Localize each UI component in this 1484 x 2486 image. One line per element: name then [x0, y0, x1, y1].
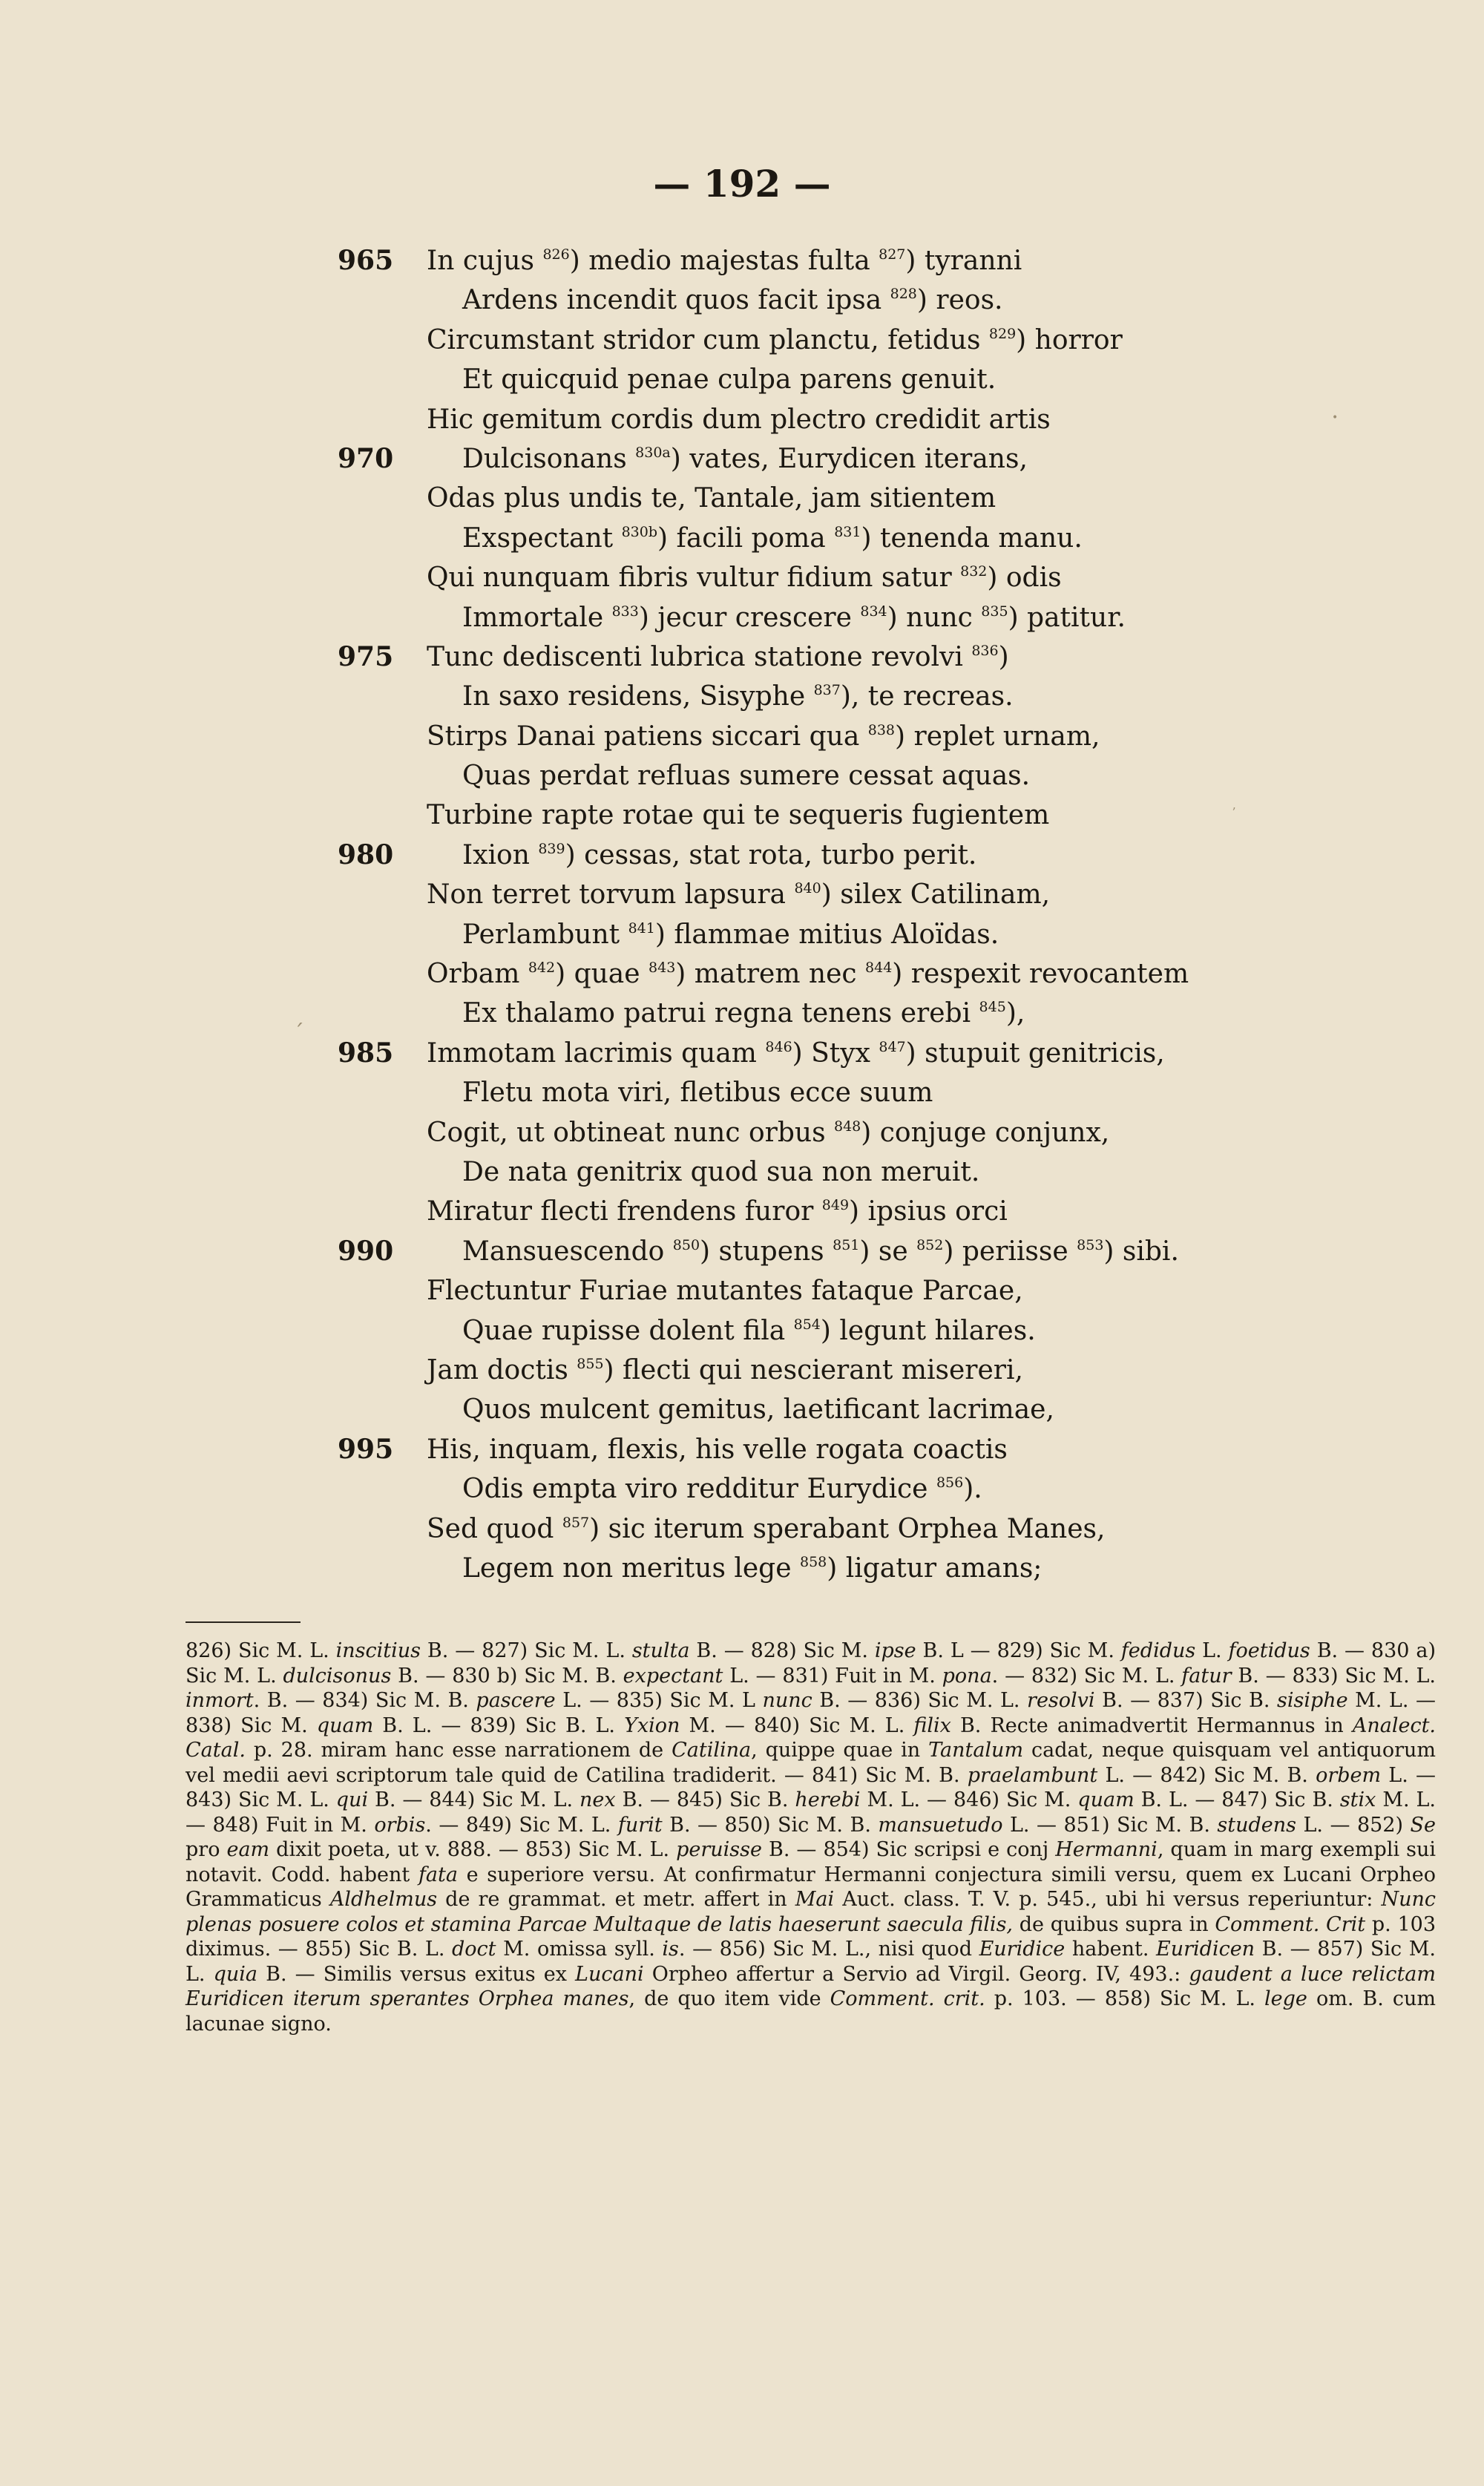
- footnote-italic: Hermanni: [1055, 1838, 1158, 1861]
- footnote-segment: p. 103 diximus. — 855) Sic B. L.: [186, 1912, 1436, 1961]
- footnote-segment: M. L. — 848) Fuit in M.: [186, 1788, 1436, 1837]
- verse-segment: Ixion: [462, 839, 539, 870]
- verse-segment: Odas plus undis te, Tantale, jam sitientem: [427, 483, 997, 514]
- verse-segment: ) silex Catilinam,: [821, 879, 1051, 911]
- footnote-reference: 833: [611, 603, 639, 620]
- footnote-reference: 855: [577, 1355, 604, 1372]
- footnote-italic: fatur: [1181, 1664, 1232, 1688]
- footnote-segment: pro: [186, 1838, 227, 1861]
- footnote-separator: [186, 1621, 301, 1623]
- verse-segment: Exspectant: [462, 522, 622, 554]
- verse-segment: Quas perdat refluas sumere cessat aquas.: [462, 761, 1031, 792]
- footnote-segment: B. Recte animadvertit Hermannus in: [951, 1713, 1353, 1737]
- verse-number: 975: [338, 640, 394, 672]
- footnote-italic: nex: [580, 1788, 616, 1811]
- footnote-reference: 832: [960, 563, 988, 580]
- verse-line: [338, 756, 1391, 796]
- footnote-segment: L. — 831) Fuit in M.: [723, 1664, 942, 1688]
- verse-line: [338, 1073, 1391, 1112]
- verse-segment: Circumstant stridor cum planctu, fetidus: [427, 324, 989, 355]
- page-number: — 192 —: [653, 162, 831, 206]
- footnote-italic: eam: [226, 1838, 270, 1861]
- footnote-reference: 830a: [635, 444, 671, 461]
- verse-segment: Non terret torvum lapsura: [427, 879, 795, 911]
- footnote-italic: doct: [452, 1938, 496, 1961]
- footnote-italic: quam: [1077, 1788, 1135, 1811]
- verse-segment: His, inquam, flexis, his velle rogata coactis: [427, 1434, 1008, 1465]
- footnote-italic: inmort: [186, 1689, 254, 1712]
- footnote-segment: . — 849) Sic M. L.: [425, 1813, 618, 1837]
- verse-line: [338, 241, 1391, 281]
- verse-text: [462, 1474, 982, 1504]
- footnote-italic: Comment. Crit: [1215, 1912, 1366, 1936]
- verse-segment: Turbine rapte rotae qui te sequeris fugientem: [427, 800, 1050, 831]
- verse-segment: Miratur flecti frendens furor: [427, 1196, 822, 1227]
- verse-segment: ) tenenda manu.: [861, 522, 1083, 554]
- verse-line: [338, 1509, 1391, 1549]
- verse-segment: ), te recreas.: [840, 681, 1014, 712]
- footnote-segment: L. — 842) Sic M. B.: [1097, 1763, 1316, 1787]
- footnotes: [186, 1639, 1436, 2036]
- verse-text: [462, 998, 1025, 1029]
- verse-segment: Mansuescendo: [462, 1236, 673, 1267]
- verse-segment: ) reos.: [916, 285, 1003, 316]
- footnote-segment: p. 28. miram hanc esse narrationem de: [245, 1739, 672, 1762]
- footnote-segment: . — 832) Sic M. L.: [991, 1664, 1182, 1688]
- verse-line: [338, 439, 1391, 479]
- footnote-italic: fedidus: [1120, 1639, 1196, 1662]
- footnote-italic: expectant: [623, 1664, 723, 1688]
- verse-segment: ) sic iterum sperabant Orphea Manes,: [589, 1513, 1106, 1544]
- verse-segment: ) cessas, stat rota, turbo perit.: [565, 839, 977, 870]
- footnote-italic: Aldhelmus: [329, 1888, 438, 1911]
- verse-line: [338, 1271, 1391, 1311]
- footnote-segment: , de quo item vide: [628, 1987, 830, 2010]
- verse-line: [338, 1192, 1391, 1231]
- verse-segment: Qui nunquam fibris vultur fidium satur: [427, 563, 961, 594]
- footnote-segment: L. — 852): [1296, 1813, 1411, 1837]
- verse-text: [462, 681, 1014, 712]
- verse-segment: Cogit, ut obtineat nunc orbus: [427, 1117, 834, 1148]
- footnote-italic: nunc: [762, 1689, 812, 1712]
- pencil-mark: ʼ: [1232, 805, 1236, 819]
- verse-segment: ) ipsius orci: [849, 1196, 1008, 1227]
- verse-segment: Flectuntur Furiae mutantes fataque Parcae,: [427, 1276, 1023, 1307]
- verse-number: 990: [338, 1235, 394, 1267]
- verse-segment: ) legunt hilares.: [820, 1315, 1036, 1346]
- footnote-reference: 851: [833, 1236, 860, 1253]
- footnote-segment: B. L — 829) Sic M.: [916, 1639, 1121, 1662]
- verse-segment: ) odis: [987, 563, 1062, 594]
- footnote-italic: is: [662, 1938, 679, 1961]
- footnote-segment: L. — 851) Sic M. B.: [1002, 1813, 1218, 1837]
- footnote-italic: Analect. Catal.: [186, 1713, 1436, 1762]
- verse-line: [338, 1113, 1391, 1152]
- footnote-segment: 826) Sic M. L.: [186, 1639, 336, 1662]
- footnote-italic: orbem: [1316, 1763, 1382, 1787]
- verse-text: [427, 246, 1022, 276]
- footnote-italic: stulta: [631, 1639, 690, 1662]
- verse-segment: Sed quod: [427, 1513, 562, 1544]
- footnote-segment: B. — 857) Sic M. L.: [186, 1938, 1437, 1986]
- verse-segment: ) vates, Eurydicen iterans,: [670, 443, 1028, 474]
- footnote-segment: M. — 840) Sic M. L.: [680, 1713, 914, 1737]
- footnote-segment: L. — 843) Sic M. L.: [186, 1763, 1436, 1811]
- footnote-reference: 837: [813, 682, 841, 699]
- verse-text: [427, 800, 1049, 830]
- footnote-segment: Auct. class. T. V. p. 545., ubi hi versus reperiuntur:: [834, 1888, 1382, 1911]
- verse-segment: Immortale: [462, 602, 612, 633]
- verse-segment: ) replet urnam,: [895, 721, 1100, 752]
- footnote-reference: 844: [865, 960, 893, 977]
- verse-segment: Immotam lacrimis quam: [427, 1037, 766, 1069]
- verse-segment: ) matrem nec: [675, 959, 866, 990]
- verse-segment: ) patitur.: [1008, 602, 1126, 633]
- verse-line: [338, 1351, 1391, 1390]
- footnote-reference: 850: [672, 1236, 700, 1253]
- footnote-reference: 839: [538, 840, 565, 857]
- footnote-italic: Se: [1410, 1813, 1436, 1837]
- footnote-reference: 842: [528, 960, 556, 977]
- footnote-italic: pona: [942, 1664, 992, 1688]
- footnote-italic: Yxion: [624, 1713, 680, 1737]
- verse-text: [427, 483, 996, 514]
- footnote-segment: B. — 830 b) Sic M. B.: [391, 1664, 623, 1688]
- verse-text: [462, 444, 1028, 474]
- footnote-segment: B. — 830 a) Sic M. L.: [186, 1639, 1436, 1688]
- verse-segment: Hic gemitum cordis dum plectro credidit artis: [427, 404, 1051, 435]
- verse-text: [427, 1276, 1023, 1306]
- footnote-italic: qui: [335, 1788, 369, 1811]
- verse-line: [338, 1232, 1391, 1271]
- verse-text: [462, 1078, 933, 1108]
- footnote-segment: B. — 844) Sic M. L.: [368, 1788, 580, 1811]
- verse-line: [338, 400, 1391, 439]
- verse-segment: ) facili poma: [657, 522, 835, 554]
- verse-segment: Dulcisonans: [462, 443, 636, 474]
- verse-text: [427, 563, 1062, 593]
- verse-segment: ).: [963, 1474, 982, 1505]
- footnote-italic: herebi: [795, 1788, 861, 1811]
- footnote-italic: studens: [1217, 1813, 1296, 1837]
- verse-segment: De nata genitrix quod sua non meruit.: [462, 1156, 980, 1187]
- footnote-reference: 858: [799, 1553, 827, 1570]
- footnote-segment: B. — 836) Sic M. L.: [812, 1689, 1028, 1712]
- footnote-italic: sisiphe: [1276, 1689, 1348, 1712]
- footnote-segment: B. — 850) Sic M. B.: [662, 1813, 879, 1837]
- verse-segment: ) conjuge conjunx,: [861, 1117, 1110, 1148]
- verse-segment: ) periisse: [943, 1236, 1077, 1267]
- footnote-italic: praelambunt: [967, 1763, 1098, 1787]
- verse-segment: ) nunc: [887, 602, 982, 633]
- footnote-reference: 848: [833, 1118, 861, 1135]
- footnote-segment: M. L. — 846) Sic M.: [860, 1788, 1078, 1811]
- footnote-reference: 841: [628, 919, 655, 937]
- verse-segment: ) medio majestas fulta: [569, 246, 879, 276]
- verse-line: [338, 360, 1391, 399]
- verse-line: [338, 1469, 1391, 1509]
- verse-segment: ) tyranni: [905, 246, 1022, 276]
- verse-line: [338, 994, 1391, 1033]
- verse-segment: ) se: [859, 1236, 917, 1267]
- footnote-italic: stix: [1339, 1788, 1376, 1811]
- verse-segment: Quae rupisse dolent fila: [462, 1315, 794, 1346]
- verse-segment: Tunc dediscenti lubrica statione revolvi: [427, 641, 972, 672]
- footnote-reference: 831: [834, 523, 861, 540]
- footnote-italic: orbis: [374, 1813, 426, 1837]
- footnote-italic: Nunc plenas posuere colos et stamina Parcae Multaque de latis haeserunt saecula filis,: [186, 1888, 1436, 1936]
- verse-segment: In saxo residens, Sisyphe: [462, 681, 814, 712]
- verse-text: [427, 642, 1009, 672]
- footnote-segment: . B. — 834) Sic M. B.: [253, 1689, 476, 1712]
- verse-text: [462, 364, 996, 395]
- verse-segment: Odis empta viro redditur Eurydice: [462, 1474, 936, 1505]
- verse-line: [338, 1034, 1391, 1073]
- verse-line: [338, 558, 1391, 597]
- verse-segment: Legem non meritus lege: [462, 1552, 800, 1584]
- footnote-italic: fata: [418, 1863, 458, 1886]
- footnote-italic: Comment. crit.: [830, 1987, 985, 2010]
- verse-text: [427, 1355, 1023, 1385]
- verse-number: 980: [338, 839, 394, 870]
- verse-line: [338, 875, 1391, 914]
- footnote-segment: om. B. cum lacunae signo.: [186, 1987, 1437, 2036]
- verse-number: 985: [338, 1037, 394, 1069]
- verse-number: 965: [338, 245, 394, 276]
- verse-line: [338, 915, 1391, 954]
- footnote-italic: furit: [617, 1813, 663, 1837]
- verse-text: [427, 1038, 1165, 1069]
- verse-text: [462, 1553, 1042, 1584]
- footnote-italic: dulcisonus: [283, 1664, 392, 1688]
- footnote-reference: 846: [765, 1038, 792, 1055]
- footnote-italic: inscitius: [335, 1639, 421, 1662]
- footnote-segment: B. L. — 839) Sic B. L.: [373, 1713, 625, 1737]
- footnote-segment: , quippe quae in: [751, 1739, 929, 1762]
- verse-line: [338, 281, 1391, 320]
- verse-line: [338, 1152, 1391, 1192]
- verse-text: [427, 1514, 1105, 1544]
- verse-segment: ) Styx: [792, 1037, 879, 1069]
- verse-line: [338, 1549, 1391, 1588]
- footnote-segment: B. L. — 847) Sic B.: [1134, 1788, 1340, 1811]
- footnote-reference: 849: [821, 1197, 850, 1214]
- verse-text: [427, 959, 1189, 989]
- verse-segment: ) ligatur amans;: [827, 1552, 1043, 1584]
- footnote-segment: B. — 833) Sic M. L.: [1231, 1664, 1437, 1688]
- verse-line: [338, 836, 1391, 875]
- verse-segment: In cujus: [427, 246, 543, 276]
- footnote-reference: 853: [1077, 1236, 1104, 1253]
- footnote-segment: L.: [1195, 1639, 1229, 1662]
- verse-line: [338, 717, 1391, 756]
- verse-text: [427, 879, 1050, 910]
- verse-segment: Ardens incendit quos facit ipsa: [462, 285, 890, 316]
- footnote-segment: B. — 845) Sic B.: [615, 1788, 795, 1811]
- verse-text: [427, 1118, 1109, 1148]
- footnote-segment: B. — 827) Sic M. L.: [421, 1639, 632, 1662]
- footnote-segment: de re grammat. et metr. affert in: [437, 1888, 795, 1911]
- verse-text: [462, 285, 1002, 315]
- verse-line: [338, 1311, 1391, 1351]
- verse-text: [462, 840, 976, 870]
- verse-segment: Fletu mota viri, fletibus ecce suum: [462, 1078, 933, 1109]
- verse-segment: ) stupuit genitricis,: [905, 1037, 1165, 1069]
- footnote-italic: resolvi: [1027, 1689, 1095, 1712]
- verse-segment: ) flammae mitius Aloïdas.: [654, 919, 999, 950]
- footnote-segment: , quam in marg exempli sui notavit. Codd. habent: [186, 1838, 1436, 1886]
- verse-segment: ) sibi.: [1103, 1236, 1179, 1267]
- footnote-segment: e superiore versu. At confirmatur Hermanni conjectura simili versu, quem ex Lucani Orpheo Grammaticus: [186, 1863, 1436, 1911]
- verse-text: [462, 1316, 1036, 1346]
- verse-segment: ) jecur crescere: [638, 602, 861, 633]
- paper-speck: •: [1332, 412, 1339, 424]
- footnote-reference: 826: [542, 246, 570, 263]
- footnote-reference: 827: [879, 246, 906, 263]
- footnote-italic: Mai: [795, 1888, 835, 1911]
- footnote-segment: de quibus supra in: [1013, 1912, 1215, 1936]
- footnote-segment: cadat, neque quisquam vel antiquorum vel medii aevi scriptorum tale quid de Catilina tradiderit. — 841) Sic M. B.: [186, 1739, 1436, 1787]
- verse-text: [462, 1394, 1054, 1425]
- footnote-reference: 830b: [621, 523, 658, 540]
- verse-text: [427, 325, 1123, 355]
- footnote-segment: L. — 835) Sic M. L: [555, 1689, 763, 1712]
- footnote-reference: 840: [794, 880, 821, 897]
- footnote-segment: M. omissa syll.: [496, 1938, 663, 1961]
- verse-segment: Jam doctis: [427, 1354, 577, 1385]
- verse-line: [338, 637, 1391, 677]
- footnote-segment: B. — 854) Sic scripsi e conj: [761, 1838, 1056, 1861]
- footnote-reference: 835: [981, 603, 1008, 620]
- footnote-reference: 845: [979, 999, 1006, 1016]
- footnote-reference: 847: [879, 1038, 906, 1055]
- verse-line: [338, 1430, 1391, 1469]
- verse-number: 995: [338, 1433, 394, 1465]
- footnote-segment: . — 856) Sic M. L., nisi quod: [678, 1938, 979, 1961]
- verse-segment: ) stupens: [700, 1236, 833, 1267]
- footnote-segment: habent.: [1065, 1938, 1157, 1961]
- footnote-reference: 852: [916, 1236, 944, 1253]
- footnote-segment: B. — Similis versus exitus ex: [257, 1962, 576, 1986]
- verse-line: [338, 519, 1391, 558]
- verse-text: [427, 404, 1051, 435]
- footnote-segment: B. — 828) Sic M.: [689, 1639, 875, 1662]
- verse-segment: Stirps Danai patiens siccari qua: [427, 721, 868, 752]
- footnote-reference: 836: [971, 642, 999, 659]
- verse-line: [338, 1390, 1391, 1429]
- verse-text: [462, 523, 1083, 554]
- verse-segment: ) horror: [1016, 324, 1123, 355]
- footnote-italic: ipse: [874, 1639, 916, 1662]
- footnote-segment: M. L. — 838) Sic M.: [186, 1689, 1436, 1737]
- footnote-italic: quam: [316, 1713, 374, 1737]
- verse-line: [338, 598, 1391, 637]
- verse-text: [462, 1236, 1179, 1267]
- verse-line: [338, 321, 1391, 360]
- verse-number: 970: [338, 442, 394, 474]
- verse-segment: Et quicquid penae culpa parens genuit.: [462, 364, 997, 396]
- footnote-italic: pascere: [476, 1689, 556, 1712]
- footnote-italic: peruisse: [676, 1838, 762, 1861]
- footnote-italic: Tantalum: [928, 1739, 1024, 1762]
- footnote-italic: gaudent a luce relictam Euridicen iterum sperantes Orphea manes: [186, 1962, 1436, 2010]
- verse-segment: ) quae: [555, 959, 649, 990]
- verse-segment: ),: [1005, 998, 1025, 1029]
- footnote-italic: filix: [913, 1713, 951, 1737]
- footnote-reference: 857: [562, 1514, 590, 1531]
- verse-segment: Quos mulcent gemitus, laetificant lacrimae,: [462, 1394, 1054, 1426]
- footnote-reference: 856: [936, 1475, 964, 1492]
- verse-line: [338, 677, 1391, 716]
- footnote-reference: 838: [867, 721, 895, 738]
- footnote-italic: Euridice: [979, 1938, 1066, 1961]
- footnote-reference: 843: [649, 960, 676, 977]
- footnote-italic: Catilina: [672, 1739, 752, 1762]
- verse-text: [462, 919, 999, 950]
- footnote-italic: Lucani: [575, 1962, 644, 1986]
- verse-text: [462, 603, 1126, 633]
- footnote-italic: mansuetudo: [878, 1813, 1003, 1837]
- verse-text: [462, 761, 1030, 791]
- footnote-italic: lege: [1264, 1987, 1307, 2010]
- footnote-italic: quia: [213, 1962, 258, 1986]
- footnote-segment: p. 103. — 858) Sic M. L.: [985, 1987, 1265, 2010]
- footnote-reference: 854: [793, 1316, 821, 1333]
- verse-text: [427, 721, 1100, 752]
- poem-text: [338, 241, 1391, 1588]
- footnote-segment: Orpheo affertur a Servio ad Virgil. Georg. IV, 493.:: [643, 1962, 1189, 1986]
- verse-line: [338, 954, 1391, 994]
- footnote-reference: 829: [988, 325, 1017, 342]
- verse-segment: Perlambunt: [462, 919, 628, 950]
- verse-segment: ) respexit revocantem: [892, 959, 1189, 990]
- verse-segment: ): [998, 641, 1009, 672]
- footnote-reference: 834: [860, 603, 887, 620]
- verse-text: [427, 1434, 1008, 1465]
- verse-segment: ) flecti qui nescierant misereri,: [603, 1354, 1023, 1385]
- verse-text: [462, 1157, 979, 1187]
- footnote-italic: Euridicen: [1156, 1938, 1255, 1961]
- footnote-segment: dixit poeta, ut v. 888. — 853) Sic M. L.: [269, 1838, 677, 1861]
- pencil-mark: ˊ: [293, 1020, 304, 1046]
- verse-segment: Orbam: [427, 959, 528, 990]
- footnote-italic: foetidus: [1228, 1639, 1310, 1662]
- verse-segment: Ex thalamo patrui regna tenens erebi: [462, 998, 979, 1029]
- footnote-segment: B. — 837) Sic B.: [1094, 1689, 1277, 1712]
- verse-text: [427, 1196, 1008, 1227]
- footnote-reference: 828: [890, 286, 917, 303]
- verse-line: [338, 479, 1391, 518]
